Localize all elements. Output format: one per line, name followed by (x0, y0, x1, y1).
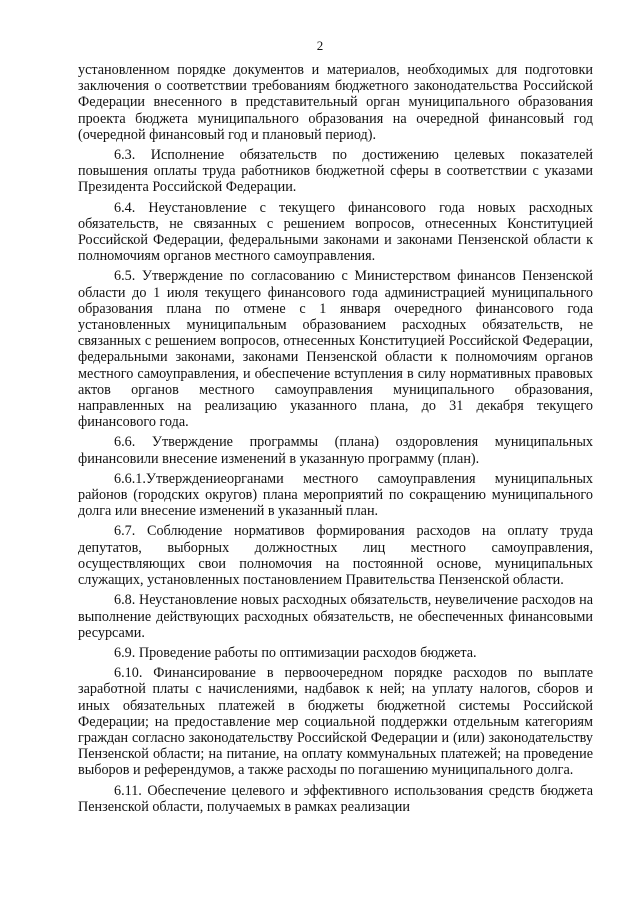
paragraph-6-5: 6.5. Утверждение по согласованию с Министерством финансов Пензенской области до 1 июля текущего финансового года администрацией муниципального образования плана по отмене с 1 января очередного финансового года установленных муниципальным образованием расходных обязательств, не связанных с решением вопросов, отнесенных Конституцией Российской Федерации, федеральными законами, законами Пензенской области к полномочиям органов местного самоуправления, и обеспечение вступления в силу нормативных правовых актов органов местного самоуправления муниципального образования, направленных на реализацию указанного плана, до 31 декабря текущего финансового года. (78, 268, 593, 431)
paragraph-6-8: 6.8. Неустановление новых расходных обязательств, неувеличение расходов на выполнение действующих расходных обязательств, не обеспеченных финансовыми ресурсами. (78, 592, 593, 641)
paragraph-6-11: 6.11. Обеспечение целевого и эффективного использования средств бюджета Пензенской области, получаемых в рамках реализации (78, 782, 593, 815)
paragraph-6-7: 6.7. Соблюдение нормативов формирования расходов на оплату труда депутатов, выборных должностных лиц местного самоуправления, осуществляющих свои полномочия на постоянной основе, муниципальных служащих, установленных постановлением Правительства Пензенской области. (78, 523, 593, 589)
document-body (78, 62, 593, 815)
paragraph-continuation: установленном порядке документов и материалов, необходимых для подготовки заключения о соответствии требованиям бюджетного законодательства Российской Федерации внесенного в представительный орган муниципального образования проекта бюджета муниципального образования на очередной финансовый год (очередной финансовый год и плановый период). (78, 62, 593, 143)
paragraph-6-4: 6.4. Неустановление с текущего финансового года новых расходных обязательств, не связанных с решением вопросов, отнесенных Конституцией Российской Федерации, федеральными законами и законами Пензенской области к полномочиям органов местного самоуправления. (78, 199, 593, 265)
paragraph-6-3: 6.3. Исполнение обязательств по достижению целевых показателей повышения оплаты труда работников бюджетной сферы в соответствии с указами Президента Российской Федерации. (78, 147, 593, 196)
paragraph-6-6: 6.6. Утверждение программы (плана) оздоровления муниципальных финансовили внесение изменений в указанную программу (план). (78, 434, 593, 467)
paragraph-6-10: 6.10. Финансирование в первоочередном порядке расходов по выплате заработной платы с начислениями, надбавок к ней; на уплату налогов, сборов и иных обязательных платежей в бюджеты бюджетной системы Российской Федерации; на предоставление мер социальной поддержки отдельным категориям граждан согласно законодательству Российской Федерации и (или) законодательству Пензенской области; на питание, на оплату коммунальных платежей; на проведение выборов и референдумов, а также расходы по погашению муниципального долга. (78, 665, 593, 779)
page-number: 2 (316, 38, 324, 53)
paragraph-6-6-1: 6.6.1.Утверждениеорганами местного самоуправления муниципальных районов (городских округов) плана мероприятий по сокращению муниципального долга или внесение изменений в указанный план. (78, 470, 593, 520)
paragraph-6-9: 6.9. Проведение работы по оптимизации расходов бюджета. (114, 644, 477, 661)
